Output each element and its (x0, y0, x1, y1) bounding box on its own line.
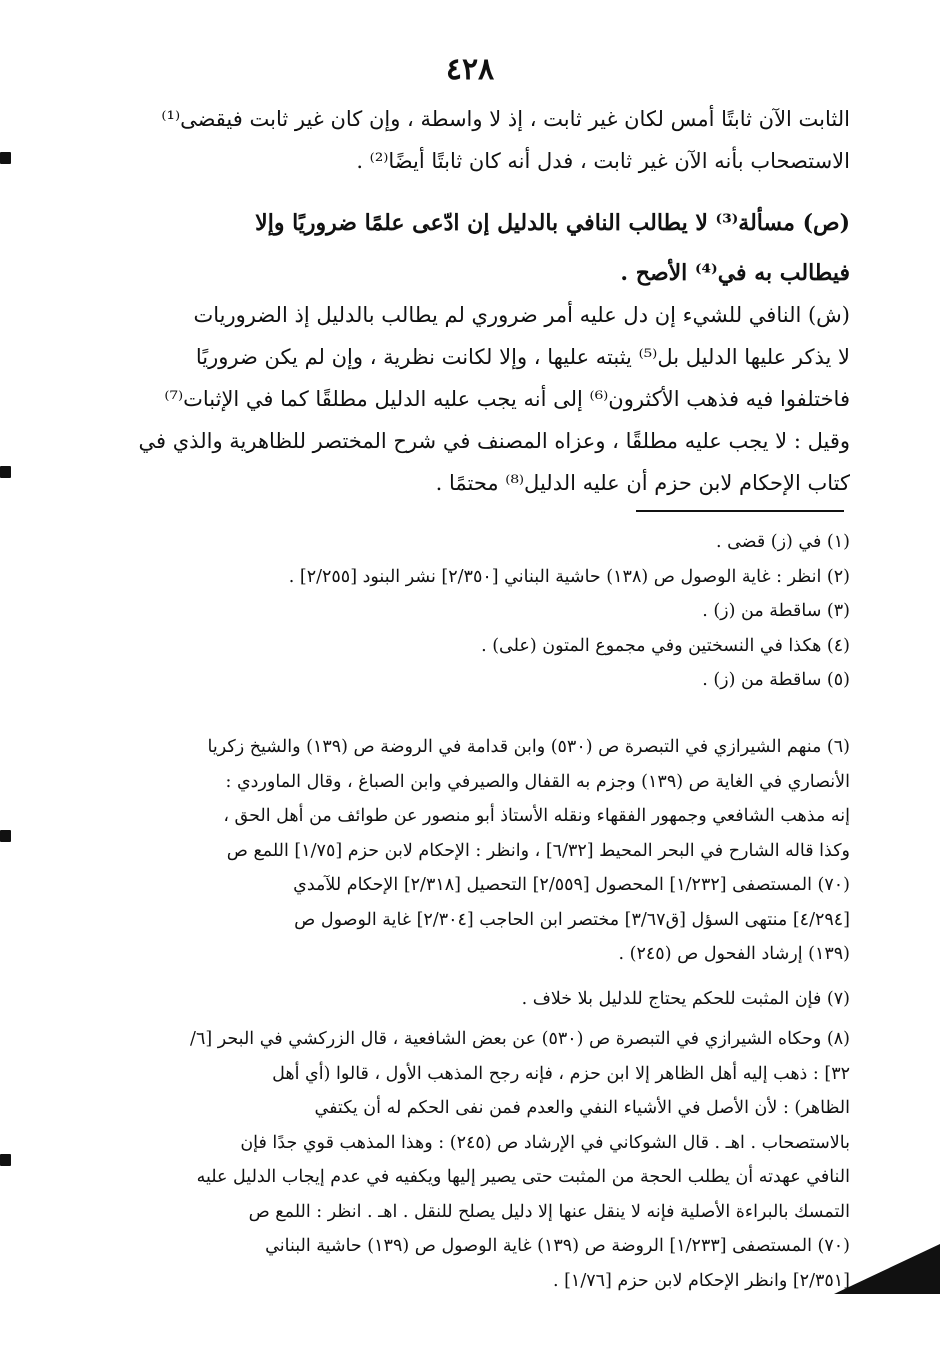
scan-mark (0, 830, 11, 842)
footnote-line: (١٣٩) إرشاد الفحول ص (٢٤٥) . (618, 944, 850, 964)
footnote-8 (92, 1022, 850, 1298)
matn-line: (ص) مسألة⁽³⁾ لا يطالب النافي بالدليل إن ادّعى علمًا ضروريًا وإلا (255, 210, 850, 236)
footnote-3: (٣) ساقطة من (ز) . (702, 601, 850, 621)
footnote-line: [٢/٣٥١] وانظر الإحكام لابن حزم [١/٧٦] . (552, 1270, 850, 1291)
matn-block (92, 198, 850, 298)
footnote-line: وكذا قاله الشارح في البحر المحيط [٦/٣٢] ، وانظر : الإحكام لابن حزم [١/٧٥] اللمع ص (226, 840, 850, 861)
footnote-line: (٦) منهم الشيرازي في التبصرة ص (٥٣٠) وابن قدامة في الروضة ص (١٣٩) والشيخ زكريا (207, 737, 850, 757)
footnote-line: الأنصاري في الغاية ص (١٣٩) وجزم به القفال والصيرفي وابن الصباغ ، وقال الماوردي : (225, 771, 850, 792)
footnote-7 (92, 982, 850, 1017)
footnote-line: النافي عهدته أن يطلب الحجة من المثبت حتى يصير إليها ويكفيه في عدم إيجاب الدليل عليه (196, 1167, 850, 1187)
footnote-divider (636, 510, 844, 512)
sharh-line: لا يذكر عليها الدليل بل⁽⁵⁾ يثبته عليها ، وإلا لكانت نظرية ، وإن لم يكن ضروريًا (195, 345, 850, 369)
sharh-line: وقيل : لا يجب عليه مطلقًا ، وعزاه المصنف في شرح المختصر للظاهرية والذي في (138, 429, 850, 453)
body-line: الاستصحاب بأنه الآن غير ثابت ، فدل أنه كان ثابتًا أيضًا⁽²⁾ . (356, 149, 850, 173)
page-number: ٤٢٨ (445, 52, 495, 87)
footnote-line: (٧٠) المستصفى [١/٢٣٣] الروضة ص (١٣٩) غاية الوصول ص (١٣٩) حاشية البناني (265, 1236, 850, 1256)
footnote-line: (٧) فإن المثبت للحكم يحتاج للدليل بلا خلاف . (521, 989, 850, 1009)
matn-line: فيطالب به في⁽⁴⁾ الأصح . (620, 260, 850, 286)
footnote-line: الظاهر) : لأن الأصل في الأشياء النفي والعدم فمن نفى الحكم له أن يكتفي (314, 1098, 850, 1118)
scan-mark (0, 152, 11, 164)
sharh-block (92, 294, 850, 504)
footnote-2: (٢) انظر : غاية الوصول ص (١٣٨) حاشية البناني [٢/٣٥٠] نشر البنود [٢/٢٥٥] . (288, 566, 850, 587)
scan-mark (0, 466, 11, 478)
footnote-4: (٤) هكذا في النسختين وفي مجموع المتون (على) . (481, 635, 850, 656)
footnote-5: (٥) ساقطة من (ز) . (702, 670, 850, 690)
footnotes-short (92, 525, 850, 698)
footnote-line: التمسك بالبراءة الأصلية فإنه لا ينقل عنها إلا دليل يصلح للنقل . اهـ . انظر : اللمع ص (248, 1201, 850, 1222)
sharh-line: فاختلفوا فيه فذهب الأكثرون⁽⁶⁾ إلى أنه يجب عليه الدليل مطلقًا كما في الإثبات⁽⁷⁾ (164, 387, 850, 411)
scan-mark (0, 1154, 11, 1166)
sharh-line: كتاب الإحكام لابن حزم أن عليه الدليل⁽⁸⁾ محتمًا . (435, 471, 850, 495)
footnote-line: (٨) وحكاه الشيرازي في التبصرة ص (٥٣٠) عن بعض الشافعية ، قال الزركشي في البحر [٦/ (190, 1029, 850, 1049)
footnote-line: (٧٠) المستصفى [١/٢٣٢] المحصول [٢/٥٥٩] التحصيل [٢/٣١٨] الإحكام للآمدي (293, 875, 850, 895)
body-continuation (92, 98, 850, 182)
footnote-line: ٣٢] : ذهب إليه أهل الظاهر إلا ابن حزم ، فإنه رجح المذهب الأول ، قالوا (أي أهل (272, 1063, 850, 1084)
footnote-1: (١) في (ز) قضى . (715, 532, 850, 552)
sharh-line: (ش) النافي للشيء إن دل عليه أمر ضروري لم يطالب بالدليل إذ الضروريات (193, 303, 850, 327)
body-line: الثابت الآن ثابتًا أمس لكان غير ثابت ، إذ لا واسطة ، وإن كان غير ثابت فيقضى⁽¹⁾ (161, 107, 850, 131)
footnote-6 (92, 730, 850, 972)
footnote-line: [٤/٢٩٤] منتهى السؤل [ق٣/٦٧] مختصر ابن الحاجب [٢/٣٠٤] غاية الوصول ص (294, 909, 850, 930)
footnote-line: بالاستصحاب . اهـ . قال الشوكاني في الإرشاد ص (٢٤٥) : وهذا المذهب قوي جدًا فإن (240, 1132, 850, 1153)
footnote-line: إنه مذهب الشافعي وجمهور الفقهاء ونقله الأستاذ أبو منصور عن طوائف من أهل الحق ، (223, 806, 850, 826)
